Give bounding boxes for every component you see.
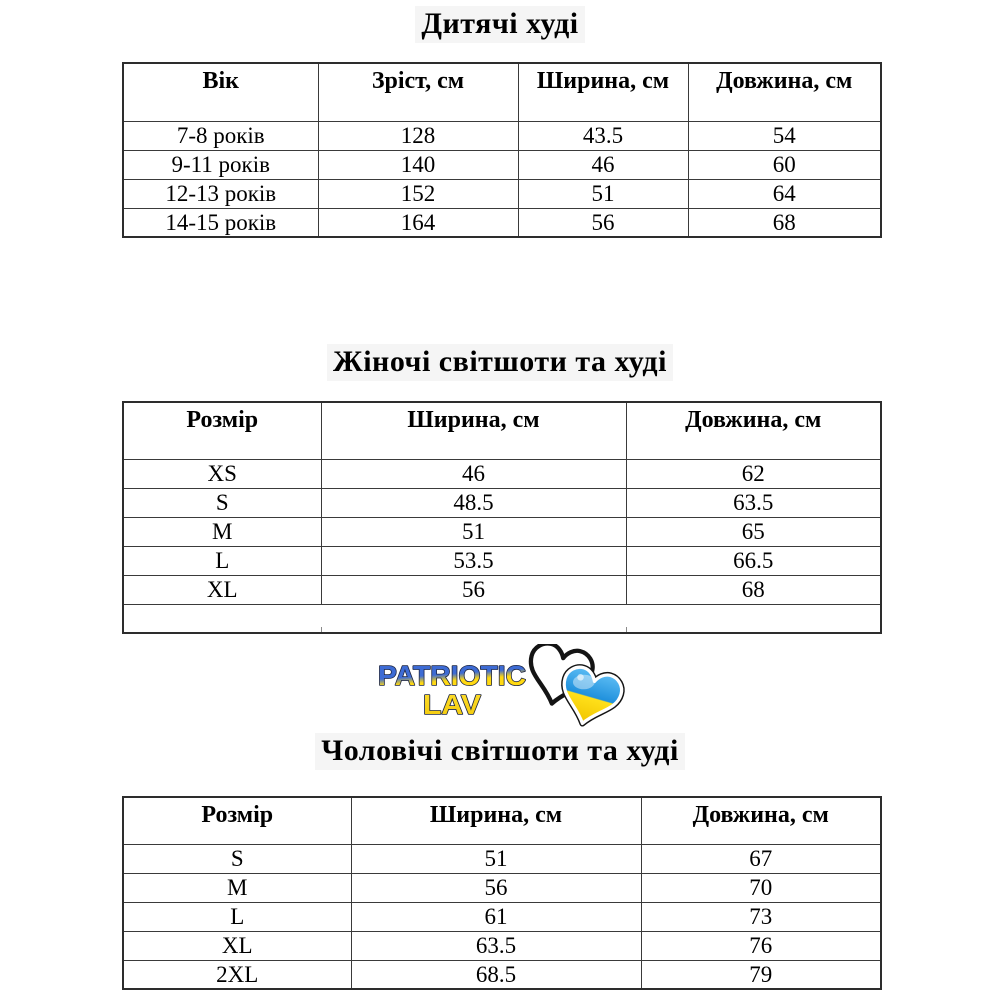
data-cell: 14-15 років [123,208,318,237]
data-cell: 2XL [123,960,351,989]
column-header-height: Зріст, см [318,63,518,121]
table-row [123,121,881,150]
data-cell: 48.5 [321,488,626,517]
table-row [123,575,881,604]
brand-name-line1: PATRIOTIC [378,660,526,691]
data-cell: 68 [626,575,881,604]
table-row [123,844,881,873]
empty-cell [123,604,881,633]
data-cell: M [123,873,351,902]
section-title-text: Дитячі худі [415,6,584,43]
data-cell: 51 [518,179,688,208]
data-cell: 60 [688,150,881,179]
table-row [123,902,881,931]
data-cell: 66.5 [626,546,881,575]
data-cell: 43.5 [518,121,688,150]
table-row [123,960,881,989]
table-row [123,179,881,208]
column-header-size: Розмір [123,402,321,459]
ukraine-heart-icon [554,664,625,732]
data-cell: 56 [321,575,626,604]
data-cell: 63.5 [351,931,641,960]
data-cell: 51 [321,517,626,546]
data-cell: 46 [321,459,626,488]
data-cell: M [123,517,321,546]
size-table-children [122,62,882,238]
data-cell: S [123,488,321,517]
data-cell: 65 [626,517,881,546]
column-header-width: Ширина, см [321,402,626,459]
data-cell: 68.5 [351,960,641,989]
data-cell: L [123,902,351,931]
data-cell: 152 [318,179,518,208]
table-row [123,931,881,960]
section-title-text: Жіночі світшоти та худі [327,344,673,381]
column-header-length: Довжина, см [641,797,881,844]
data-cell: 76 [641,931,881,960]
table-row [123,150,881,179]
table-row [123,208,881,237]
data-cell: 73 [641,902,881,931]
data-cell: 64 [688,179,881,208]
data-cell: 46 [518,150,688,179]
table-row [123,488,881,517]
brand-name-line2: LAV [423,689,482,720]
data-cell: 140 [318,150,518,179]
section-title-men [0,733,1000,770]
data-cell: 7-8 років [123,121,318,150]
data-cell: 9-11 років [123,150,318,179]
table-header-row [123,63,881,121]
brand-logo [366,644,642,740]
data-cell: S [123,844,351,873]
table-row [123,517,881,546]
data-cell: XS [123,459,321,488]
section-title-women [0,344,1000,381]
column-header-width: Ширина, см [518,63,688,121]
data-cell: 56 [518,208,688,237]
column-header-length: Довжина, см [626,402,881,459]
table-empty-row [123,604,881,633]
data-cell: 54 [688,121,881,150]
column-header-length: Довжина, см [688,63,881,121]
data-cell: XL [123,931,351,960]
data-cell: 62 [626,459,881,488]
column-header-width: Ширина, см [351,797,641,844]
size-table-women [122,401,882,634]
data-cell: 63.5 [626,488,881,517]
data-cell: 51 [351,844,641,873]
data-cell: 12-13 років [123,179,318,208]
table-row [123,873,881,902]
column-header-age: Вік [123,63,318,121]
table-row [123,546,881,575]
data-cell: 79 [641,960,881,989]
data-cell: XL [123,575,321,604]
data-cell: L [123,546,321,575]
data-cell: 67 [641,844,881,873]
table-header-row [123,797,881,844]
column-divider-tick [626,627,627,632]
data-cell: 164 [318,208,518,237]
column-header-size: Розмір [123,797,351,844]
table-row [123,459,881,488]
data-cell: 61 [351,902,641,931]
data-cell: 70 [641,873,881,902]
section-title-children [0,6,1000,43]
data-cell: 56 [351,873,641,902]
section-title-text: Чоловічі світшоти та худі [315,733,685,770]
table-header-row [123,402,881,459]
data-cell: 53.5 [321,546,626,575]
data-cell: 128 [318,121,518,150]
column-divider-tick [321,627,322,632]
data-cell: 68 [688,208,881,237]
size-table-men [122,796,882,990]
